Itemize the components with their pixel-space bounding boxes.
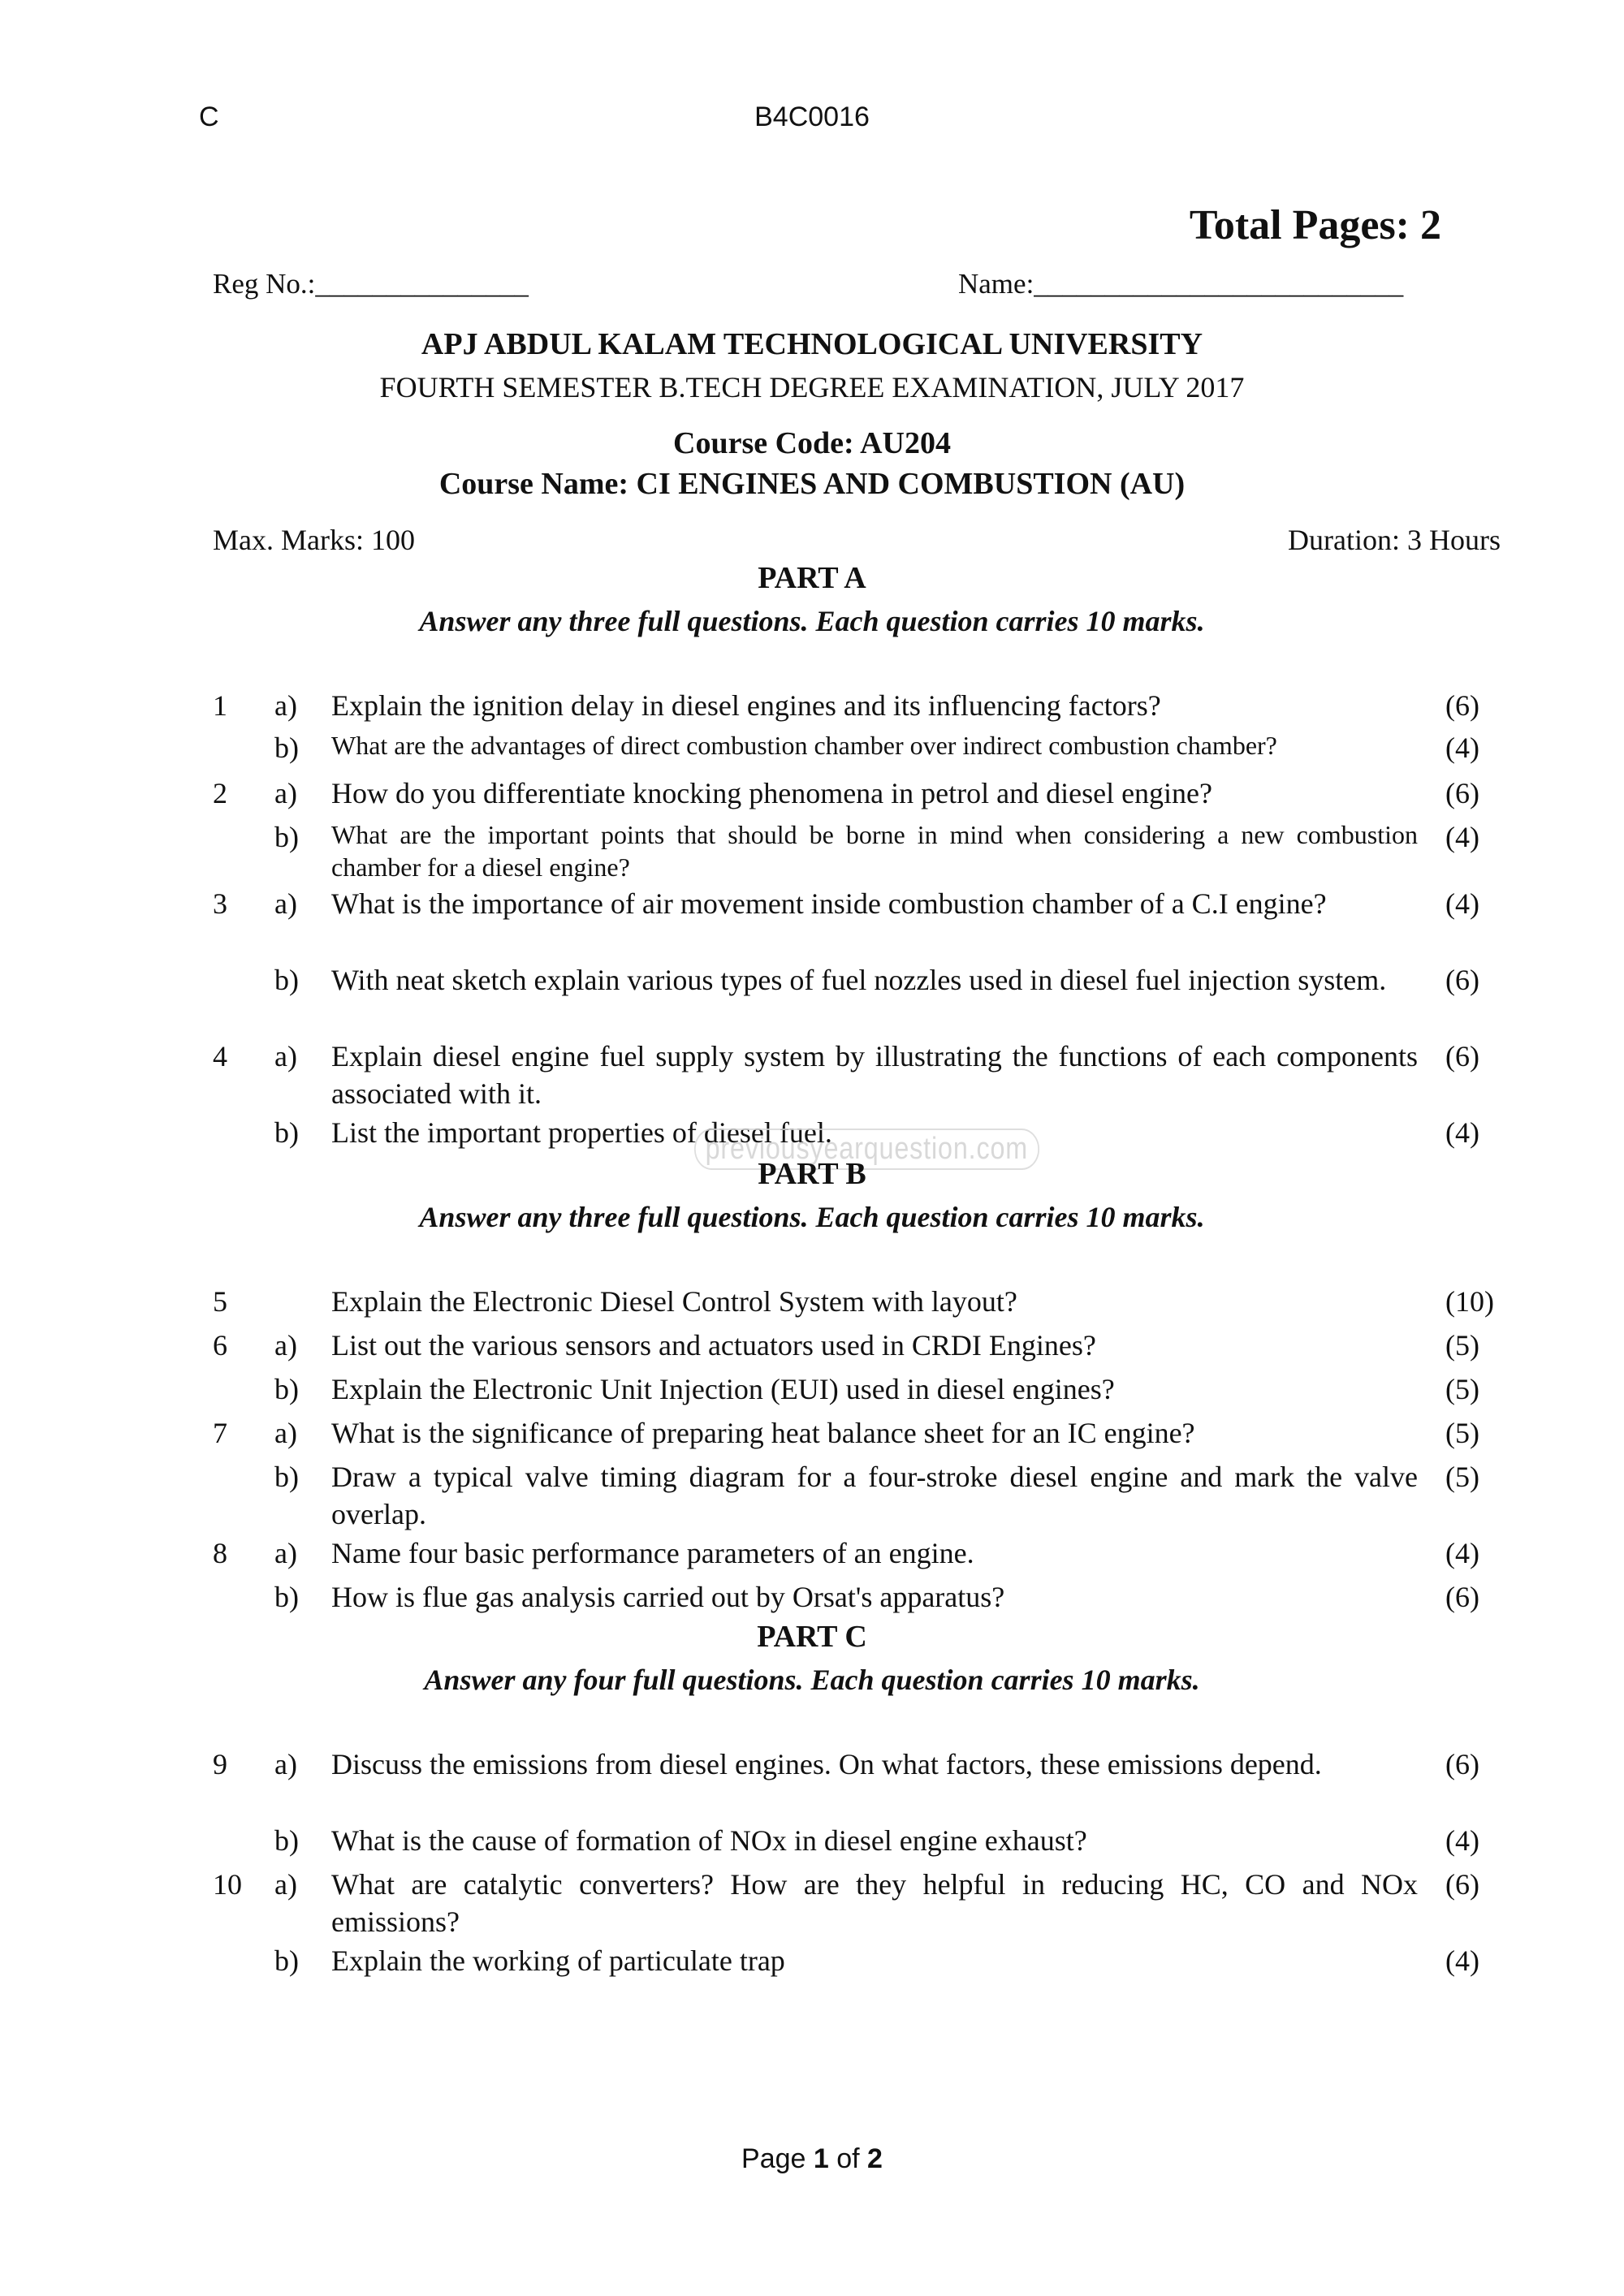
paper-code: B4C0016 [754, 101, 870, 132]
part-b-instruction: Answer any three full questions. Each question carries 10 marks. [419, 1201, 1205, 1233]
question-number: 3 [213, 887, 227, 920]
question-text: What is the significance of preparing heat balance sheet for an IC engine? [331, 1417, 1195, 1449]
part-b-title: PART B [758, 1157, 866, 1191]
question-text: How do you differentiate knocking phenomena in petrol and diesel engine? [331, 777, 1213, 809]
exam-title: FOURTH SEMESTER B.TECH DEGREE EXAMINATION, JULY 2017 [379, 371, 1245, 404]
question-number: 1 [213, 689, 227, 722]
question-text: Discuss the emissions from diesel engines. On what factors, these emissions depend. [331, 1748, 1322, 1780]
question-text: List the important properties of diesel fuel. [331, 1116, 832, 1149]
question-marks: (5) [1445, 1417, 1479, 1449]
sub-question-label: b) [274, 821, 299, 853]
watermark: previousyearquestion.com [694, 1129, 1039, 1170]
sub-question-label: b) [274, 1116, 299, 1149]
question-text: List out the various sensors and actuators used in CRDI Engines? [331, 1329, 1096, 1362]
question-marks: (5) [1445, 1461, 1479, 1493]
question-text: How is flue gas analysis carried out by Orsat's apparatus? [331, 1581, 1005, 1613]
sub-question-label: b) [274, 732, 299, 764]
sub-question-label: a) [274, 1537, 297, 1569]
question-marks: (10) [1445, 1285, 1494, 1318]
part-c-instruction: Answer any four full questions. Each question carries 10 marks. [424, 1664, 1200, 1696]
question-marks: (6) [1445, 689, 1479, 722]
part-a-instruction: Answer any three full questions. Each question carries 10 marks. [419, 605, 1205, 637]
sub-question-label: a) [274, 689, 297, 722]
question-text: Explain diesel engine fuel supply system by illustrating the functions of each components associated with it. [331, 1040, 1418, 1110]
corner-letter: C [199, 101, 219, 132]
question-text: With neat sketch explain various types of fuel nozzles used in diesel fuel injection system. [331, 964, 1387, 996]
question-number: 6 [213, 1329, 227, 1362]
question-text: What are the important points that should be borne in mind when considering a new combustion chamber for a diesel engine? [331, 820, 1418, 882]
sub-question-label: b) [274, 1581, 299, 1613]
reg-no-field: Reg No.:_______________ [213, 268, 529, 300]
question-text: What are the advantages of direct combustion chamber over indirect combustion chamber? [331, 731, 1277, 760]
question-text: What is the cause of formation of NOx in diesel engine exhaust? [331, 1824, 1087, 1857]
question-marks: (4) [1445, 1116, 1479, 1149]
name-field: Name:__________________________ [958, 268, 1404, 300]
page-footer [0, 2143, 1624, 2175]
sub-question-label: a) [274, 1748, 297, 1780]
sub-question-label: a) [274, 1329, 297, 1362]
university-name: APJ ABDUL KALAM TECHNOLOGICAL UNIVERSITY [421, 327, 1203, 361]
question-marks: (6) [1445, 1748, 1479, 1780]
question-text: Name four basic performance parameters of an engine. [331, 1537, 974, 1569]
max-marks: Max. Marks: 100 [213, 524, 415, 556]
sub-question-label: a) [274, 887, 297, 920]
question-number: 7 [213, 1417, 227, 1449]
question-marks: (6) [1445, 1040, 1479, 1072]
question-marks: (4) [1445, 1537, 1479, 1569]
sub-question-label: b) [274, 1373, 299, 1405]
question-text: Explain the ignition delay in diesel engines and its influencing factors? [331, 689, 1161, 722]
question-text: Explain the working of particulate trap [331, 1944, 785, 1977]
question-text: What are catalytic converters? How are they helpful in reducing HC, CO and NOx emissions? [331, 1868, 1418, 1938]
current-page: 1 [813, 2143, 829, 2174]
question-marks: (4) [1445, 1824, 1479, 1857]
question-marks: (4) [1445, 1944, 1479, 1977]
question-number: 2 [213, 777, 227, 809]
total-page-count: 2 [867, 2143, 883, 2174]
duration: Duration: 3 Hours [1288, 524, 1501, 556]
question-number: 9 [213, 1748, 227, 1780]
question-number: 5 [213, 1285, 227, 1318]
question-marks: (4) [1445, 821, 1479, 853]
sub-question-label: a) [274, 777, 297, 809]
question-marks: (5) [1445, 1329, 1479, 1362]
question-text: What is the importance of air movement inside combustion chamber of a C.I engine? [331, 887, 1327, 920]
sub-question-label: a) [274, 1868, 297, 1901]
question-text: Draw a typical valve timing diagram for a four-stroke diesel engine and mark the valve overlap. [331, 1461, 1418, 1530]
question-marks: (6) [1445, 1868, 1479, 1901]
sub-question-label: b) [274, 964, 299, 996]
course-name: Course Name: CI ENGINES AND COMBUSTION (AU) [438, 467, 1186, 501]
sub-question-label: b) [274, 1824, 299, 1857]
question-marks: (6) [1445, 777, 1479, 809]
question-text: Explain the Electronic Diesel Control System with layout? [331, 1285, 1017, 1318]
sub-question-label: a) [274, 1417, 297, 1449]
part-c-title: PART C [757, 1620, 867, 1654]
question-number: 10 [213, 1868, 242, 1901]
question-marks: (5) [1445, 1373, 1479, 1405]
question-number: 8 [213, 1537, 227, 1569]
question-marks: (4) [1445, 887, 1479, 920]
question-marks: (6) [1445, 964, 1479, 996]
footer-prefix: Page [741, 2143, 814, 2174]
sub-question-label: b) [274, 1944, 299, 1977]
total-pages: Total Pages: 2 [1189, 202, 1441, 248]
footer-sep: of [828, 2143, 868, 2174]
question-number: 4 [213, 1040, 227, 1072]
question-marks: (4) [1445, 732, 1479, 764]
sub-question-label: b) [274, 1461, 299, 1493]
part-a-title: PART A [758, 561, 866, 595]
question-marks: (6) [1445, 1581, 1479, 1613]
sub-question-label: a) [274, 1040, 297, 1072]
question-text: Explain the Electronic Unit Injection (EUI) used in diesel engines? [331, 1373, 1115, 1405]
course-code: Course Code: AU204 [673, 426, 951, 460]
